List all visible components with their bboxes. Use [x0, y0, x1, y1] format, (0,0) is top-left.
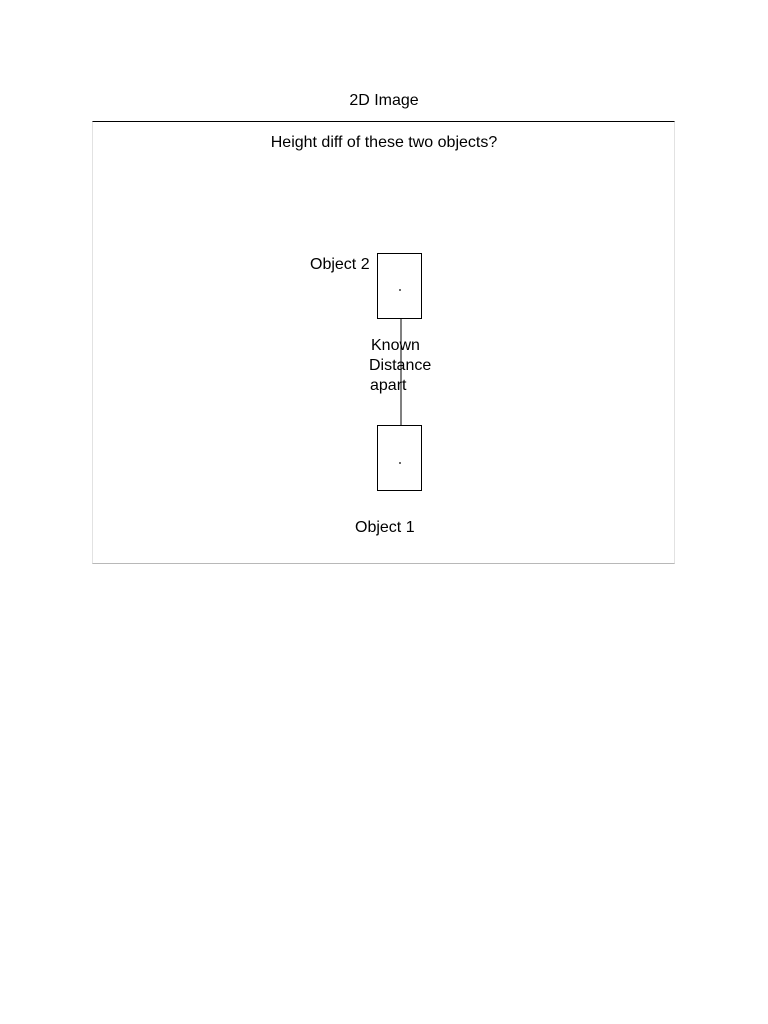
- diagram-question: Height diff of these two objects?: [270, 134, 498, 151]
- object-1-label: Object 1: [355, 519, 415, 536]
- object-2-center-dot: [399, 289, 401, 291]
- object-2-box: [378, 254, 422, 319]
- object-1-center-dot: [399, 462, 401, 464]
- known-distance-line-2: Distance: [369, 357, 432, 374]
- known-distance-label: [369, 336, 431, 396]
- page-title: 2D Image: [349, 92, 419, 109]
- object-1-box: [378, 426, 422, 491]
- known-distance-line-1: Known: [371, 337, 420, 354]
- object-2-label: Object 2: [310, 256, 370, 273]
- known-distance-line-3: apart: [370, 377, 407, 394]
